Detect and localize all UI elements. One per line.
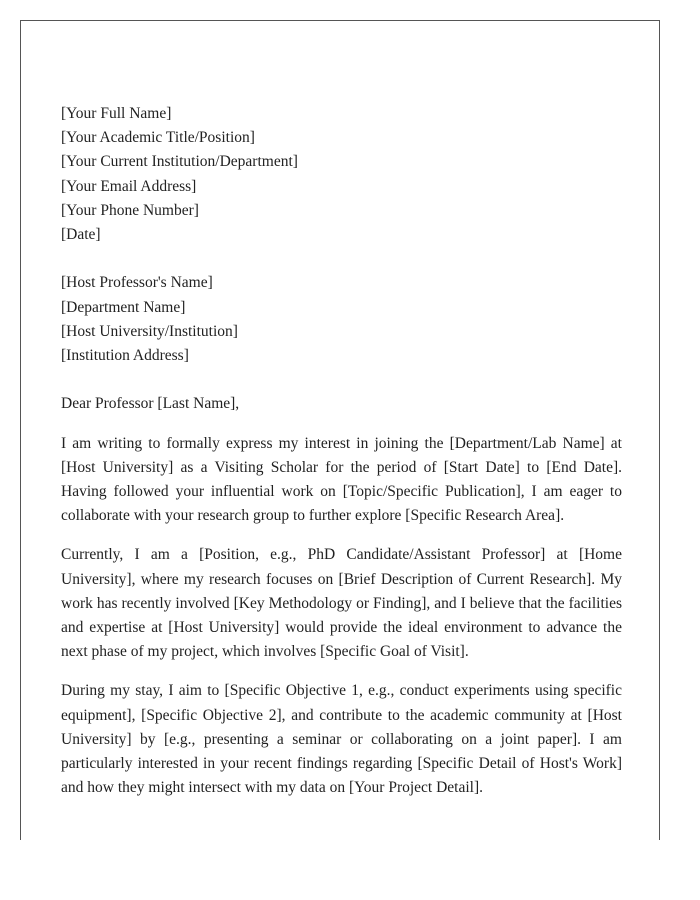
salutation: Dear Professor [Last Name], xyxy=(61,395,240,413)
body-paragraph-2: Currently, I am a [Position, e.g., PhD Candidate/Assistant Professor] at [Home University], where my research focuses on [Brief Description of Current Research]. My work has recently involved [Key Methodology or Finding], and I believe that the facilities and expertise at [Host University] would provide the ideal environment to advance the next phase of my project, which involves [Specific Goal of Visit]. xyxy=(61,546,622,661)
recipient-institution: [Host University/Institution] xyxy=(61,322,238,340)
recipient-address: [Institution Address] xyxy=(61,347,189,365)
recipient-name: [Host Professor's Name] xyxy=(61,274,213,292)
sender-institution: [Your Current Institution/Department] xyxy=(61,153,298,171)
sender-title: [Your Academic Title/Position] xyxy=(61,129,255,147)
sender-name: [Your Full Name] xyxy=(61,105,172,122)
sender-phone: [Your Phone Number] xyxy=(61,201,199,219)
body-paragraph-1: I am writing to formally express my interest in joining the [Department/Lab Name] at [Host University] as a Visiting Scholar for the period of [Start Date] to [End Date]. Having followed your influential work on [Topic/Specific Publication], I am eager to collaborate with your research group to further explore [Specific Research Area]. xyxy=(61,434,622,525)
sender-email: [Your Email Address] xyxy=(61,177,197,195)
body-paragraph-3: During my stay, I aim to [Specific Objective 1, e.g., conduct experiments using specific equipment], [Specific Objective 2], and contribute to the academic community at [Host University] by [e.g., presenting a seminar or collaborating on a joint paper]. I am particularly interested in your recent findings regarding [Specific Detail of Host's Work] and how they might intersect with my data on [Your Project Detail]. xyxy=(61,682,622,797)
letter-date: [Date] xyxy=(61,226,101,244)
sender-address-block xyxy=(61,102,622,247)
recipient-department: [Department Name] xyxy=(61,298,186,316)
letter-page xyxy=(20,20,660,840)
letter-content xyxy=(61,102,622,800)
recipient-address-block xyxy=(61,271,622,368)
